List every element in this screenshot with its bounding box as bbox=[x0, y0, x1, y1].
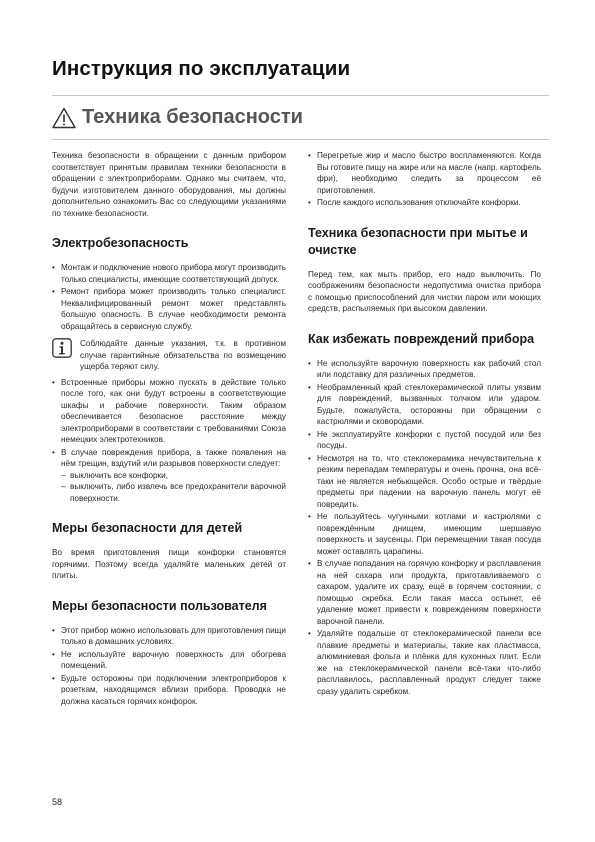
warning-triangle-icon bbox=[52, 107, 76, 129]
children-text: Во время приготовления пищи конфорки становятся горячими. Поэтому всегда удаляйте маленьких детей от плиты. bbox=[52, 548, 286, 580]
note-text: Соблюдайте данные указания, т.к. в противном случае гарантийные обязательства по возмещению ущерба теряют силу. bbox=[80, 339, 286, 371]
list-item-text: В случае повреждения прибора, а также появления на нём трещин, вздутий или разрывов поверхности следует: bbox=[61, 447, 286, 468]
cleaning-text: Перед тем, как мыть прибор, его надо выключить. По соображениям безопасности недопустима очистка прибора с помощью приспособлений для чистки паром или моющих средств, распыляемых при высоком давлении. bbox=[308, 269, 541, 313]
right-column bbox=[308, 150, 541, 698]
list-item: • Встроенные приборы можно пускать в действие только после того, как они будут встроены в соответствующие шкафы и рабочие поверхности. Таким образом обеспечивается безопасное расстояние между электроприборами в соответствии с требованиями Союза немецких электротехников. bbox=[52, 377, 286, 446]
list-item: • Не используйте варочную поверхность как рабочий стол или подставку для различных предметов. bbox=[308, 358, 541, 381]
section-title: Техника безопасности bbox=[82, 106, 303, 128]
electro-list bbox=[52, 262, 286, 332]
list-item: • Этот прибор можно использовать для приготовления пищи только в домашних условиях. bbox=[52, 625, 286, 648]
list-item bbox=[52, 447, 286, 505]
user-heading: Меры безопасности пользователя bbox=[52, 598, 267, 613]
user-list-continued bbox=[308, 150, 541, 209]
list-item: • После каждого использования отключайте конфорки. bbox=[308, 197, 541, 209]
info-note bbox=[52, 338, 286, 373]
page-title: Инструкция по эксплуатации bbox=[52, 57, 351, 80]
list-item: • Монтаж и подключение нового прибора могут производить только специалисты, имеющие соответствующий допуск. bbox=[52, 262, 286, 285]
dash-list bbox=[61, 470, 286, 505]
list-item: • Не эксплуатируйте конфорки с пустой посудой или без посуды. bbox=[308, 429, 541, 452]
info-icon bbox=[52, 338, 72, 358]
list-item: • Не пользуйтесь чугунными котлами и кастрюлями с повреждённым днищем, имеющим шершавую поверхность и заусенцы. При перемещении такая посуда может оставлять царапины. bbox=[308, 511, 541, 557]
damage-heading: Как избежать повреждений прибора bbox=[308, 331, 535, 346]
list-item: • В случае попадания на горячую конфорку и расплавления на ней сахара или продукта, приготавливаемого с сахаром, удалите их сразу, ещё в горячем состоянии, с помощью скребка. Если такая масса остынет, её удаление может привести к повреждениям поверхности варочной панели. bbox=[308, 558, 541, 627]
section-header bbox=[52, 106, 303, 129]
dash-item: – выключить, либо извлечь все предохранители варочной поверхности. bbox=[61, 481, 286, 504]
header-divider bbox=[52, 95, 549, 96]
page-number: 58 bbox=[52, 797, 63, 807]
list-item: • Несмотря на то, что стеклокерамика нечувствительна к резким перепадам температуры и очень прочна, она всё-таки не является небьющейся. Особо острые и твёрдые предметы при падении на варочную панель могут её повредить. bbox=[308, 453, 541, 511]
user-list bbox=[52, 625, 286, 708]
intro-text: Техника безопасности в обращении с данным прибором соответствует принятым правилам техники безопасности в обращении с электроприборами. Однако мы считаем, что, будучи изготовителем данного оборудования, мы должны дополнительно ознакомить Вас со следующими указаниями по технике безопасности. bbox=[52, 151, 286, 218]
list-item: • Удаляйте подальше от стеклокерамической панели все плавкие предметы и материалы, такие как пластмасса, алюминиевая фольга и плёнка для кухонных плит. Если же на стеклокерамической панели всё-таки что-либо расплавилось, расплавленный продукт следует также сразу удалить скребком. bbox=[308, 628, 541, 697]
section-divider bbox=[52, 139, 549, 140]
electro-list-2 bbox=[52, 377, 286, 505]
list-item: • Не используйте варочную поверхность для обогрева помещений. bbox=[52, 649, 286, 672]
list-item: • Будьте осторожны при подключении электроприборов к розеткам, находящимся вблизи прибора. Проводка не должна касаться горячих конфорок. bbox=[52, 673, 286, 708]
list-item: • Ремонт прибора может производить только специалист. Неквалифицированный ремонт может представлять большую опасность. В случае необходимости ремонта обращайтесь в сервисную службу. bbox=[52, 286, 286, 332]
list-item: • Перегретые жир и масло быстро воспламеняются. Когда Вы готовите пищу на жире или на масле (напр. картофель фри), необходимо следить за процессом её приготовления. bbox=[308, 150, 541, 196]
dash-item: – выключить все конфорки, bbox=[61, 470, 286, 482]
electro-heading: Электробезопасность bbox=[52, 236, 189, 250]
cleaning-heading: Техника безопасности при мытье и очистке bbox=[308, 225, 528, 257]
damage-list bbox=[308, 358, 541, 698]
left-column bbox=[52, 150, 286, 708]
children-heading: Меры безопасности для детей bbox=[52, 521, 243, 535]
list-item: • Необрамленный край стеклокерамической плиты уязвим для повреждений, вызванных толчком или ударом. Будьте, пожалуйста, осторожны при обращении с кастрюлями и сковородами. bbox=[308, 382, 541, 428]
